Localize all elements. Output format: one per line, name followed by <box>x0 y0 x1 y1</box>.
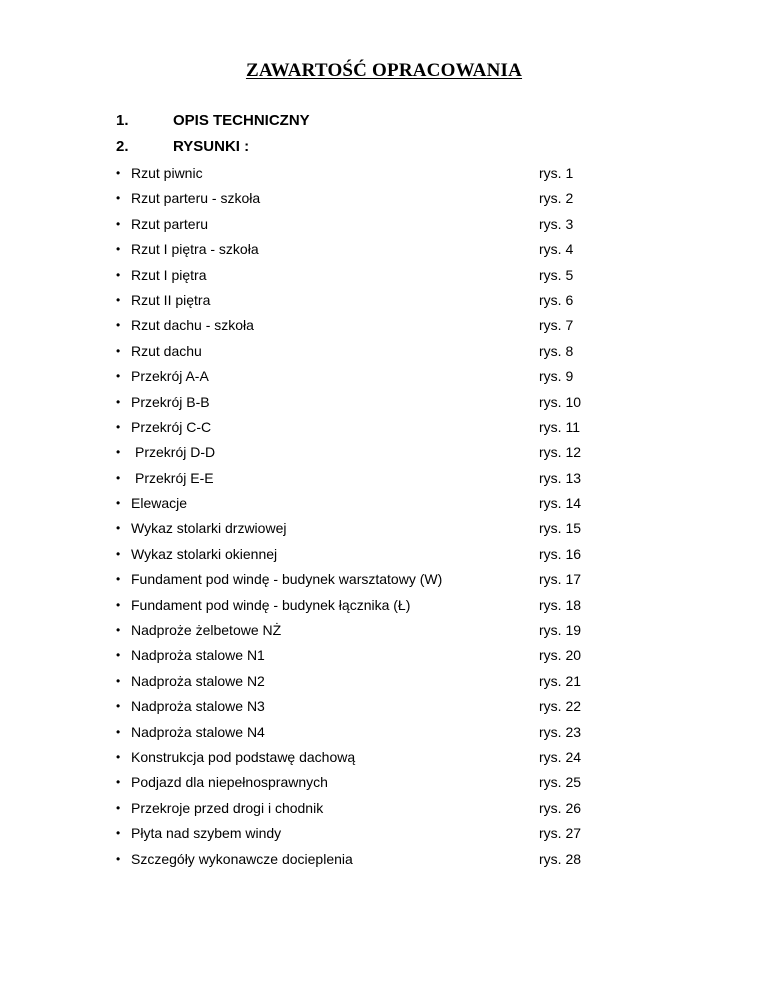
drawing-number: rys. 11 <box>539 418 580 435</box>
drawing-number: rys. 8 <box>539 342 574 359</box>
drawing-title: Nadproża stalowe N1 <box>131 647 265 664</box>
drawing-title: Elewacje <box>131 495 188 512</box>
drawing-number: rys. 13 <box>539 469 582 486</box>
drawing-number: rys. 20 <box>539 647 582 664</box>
section-label: OPIS TECHNICZNY <box>173 112 310 129</box>
drawing-number: rys. 10 <box>539 393 582 410</box>
drawing-number: rys. 17 <box>539 571 582 588</box>
bullet-icon: • <box>116 648 121 663</box>
drawing-number: rys. 21 <box>539 672 582 689</box>
drawing-title: Przekrój B-B <box>131 393 210 410</box>
drawing-number: rys. 9 <box>539 368 574 385</box>
bullet-icon: • <box>116 597 121 612</box>
drawing-title: Przekrój E-E <box>135 469 214 486</box>
drawing-title: Rzut parteru - szkoła <box>131 190 261 207</box>
bullet-icon: • <box>116 800 121 815</box>
drawing-number: rys. 18 <box>539 596 582 613</box>
bullet-icon: • <box>116 394 121 409</box>
bullet-icon: • <box>116 496 121 511</box>
bullet-icon: • <box>116 673 121 688</box>
bullet-icon: • <box>116 470 121 485</box>
drawing-title: Rzut dachu <box>131 342 202 359</box>
section-drawings <box>116 138 249 156</box>
drawing-number: rys. 4 <box>539 241 574 258</box>
bullet-icon: • <box>116 623 121 638</box>
drawing-title: Fundament pod windę - budynek warsztatowy (W) <box>131 571 443 588</box>
drawing-number: rys. 6 <box>539 291 574 308</box>
section-number: 1. <box>116 112 129 129</box>
drawing-number: rys. 15 <box>539 520 582 537</box>
drawing-title: Rzut dachu - szkoła <box>131 317 254 334</box>
bullet-icon: • <box>116 826 121 841</box>
drawing-title: Rzut I piętra <box>131 266 207 283</box>
drawing-title: Przekrój C-C <box>131 418 212 435</box>
drawing-title: Nadproża stalowe N4 <box>131 723 265 740</box>
bullet-icon: • <box>116 572 121 587</box>
drawing-number: rys. 24 <box>539 748 582 765</box>
drawing-number: rys. 28 <box>539 850 582 867</box>
drawing-title: Szczegóły wykonawcze docieplenia <box>131 850 353 867</box>
drawing-title: Rzut parteru <box>131 215 209 232</box>
bullet-icon: • <box>116 369 121 384</box>
drawing-number: rys. 26 <box>539 799 582 816</box>
bullet-icon: • <box>116 292 121 307</box>
bullet-icon: • <box>116 699 121 714</box>
bullet-icon: • <box>116 724 121 739</box>
section-number: 2. <box>116 138 129 155</box>
drawing-title: Rzut I piętra - szkoła <box>131 241 259 258</box>
drawing-number: rys. 16 <box>539 545 582 562</box>
drawing-number: rys. 12 <box>539 444 582 461</box>
drawing-number: rys. 5 <box>539 266 574 283</box>
drawing-title: Nadproże żelbetowe NŻ <box>131 622 282 639</box>
drawing-title: Wykaz stolarki okiennej <box>131 545 278 562</box>
drawing-title: Podjazd dla niepełnosprawnych <box>131 774 328 791</box>
bullet-icon: • <box>116 419 121 434</box>
bullet-icon: • <box>116 521 121 536</box>
drawing-title: Rzut piwnic <box>131 165 203 181</box>
drawing-number: rys. 27 <box>539 825 582 842</box>
drawing-title: Przekrój A-A <box>131 368 209 385</box>
drawing-number: rys. 1 <box>539 165 574 181</box>
bullet-icon: • <box>116 242 121 257</box>
bullet-icon: • <box>116 851 121 866</box>
drawing-title: Przekrój D-D <box>135 444 216 461</box>
drawing-number: rys. 14 <box>539 495 582 512</box>
bullet-icon: • <box>116 775 121 790</box>
bullet-icon: • <box>116 166 121 180</box>
document-title: ZAWARTOŚĆ OPRACOWANIA <box>245 60 523 81</box>
drawing-number: rys. 19 <box>539 622 582 639</box>
drawing-title: Fundament pod windę - budynek łącznika (Ł) <box>131 596 411 613</box>
drawing-number: rys. 22 <box>539 698 582 715</box>
drawing-number: rys. 2 <box>539 190 574 207</box>
drawing-number: rys. 3 <box>539 215 574 232</box>
section-technical-description <box>116 112 310 130</box>
bullet-icon: • <box>116 191 121 206</box>
drawing-number: rys. 25 <box>539 774 582 791</box>
drawing-title: Konstrukcja pod podstawę dachową <box>131 748 356 765</box>
bullet-icon: • <box>116 749 121 764</box>
bullet-icon: • <box>116 546 121 561</box>
bullet-icon: • <box>116 216 121 231</box>
drawing-title: Nadproża stalowe N2 <box>131 672 265 689</box>
section-label: RYSUNKI : <box>173 138 250 155</box>
drawing-title: Przekroje przed drogi i chodnik <box>131 799 324 816</box>
drawing-number: rys. 7 <box>539 317 574 334</box>
drawing-title: Nadproża stalowe N3 <box>131 698 265 715</box>
bullet-icon: • <box>116 343 121 358</box>
drawing-title: Wykaz stolarki drzwiowej <box>131 520 287 537</box>
drawing-title: Rzut II piętra <box>131 291 211 308</box>
drawing-number: rys. 23 <box>539 723 582 740</box>
bullet-icon: • <box>116 267 121 282</box>
bullet-icon: • <box>116 318 121 333</box>
drawing-title: Płyta nad szybem windy <box>131 825 282 842</box>
bullet-icon: • <box>116 445 121 460</box>
